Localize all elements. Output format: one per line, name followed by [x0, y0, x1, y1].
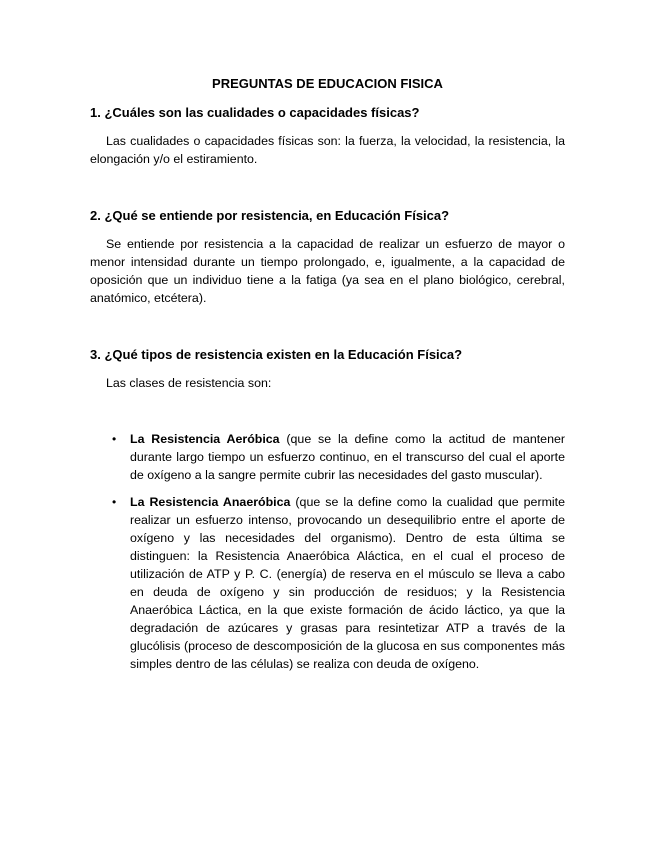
document-title: PREGUNTAS DE EDUCACION FISICA — [212, 76, 443, 91]
bullet-text: (que se la define como la cualidad que permite realizar un esfuerzo intenso, provocando un desequilibrio entre el aporte de oxígeno y las necesidades del organismo). Dentro de esta última se distinguen: la Resistencia Anaeróbica Aláctica, en el cual el proceso de utilización de ATP y P. C. (energía) de reserva en el músculo se lleva a cabo en deuda de oxígeno y sin producción de residuos; y la Resistencia Anaeróbica Láctica, en la que existe formación de ácido láctico, ya que la degradación de azúcares y grasas para resintetizar ATP a través de la glucólisis (proceso de descomposición de la glucosa en sus componentes más simples dentro de las células) se realiza con deuda de oxígeno. — [130, 495, 565, 671]
list-item — [112, 493, 565, 673]
resistance-types-list — [112, 430, 565, 682]
bullet-text: (que se la define como la actitud de mantener durante largo tiempo un esfuerzo continuo, en el transcurso del cual el aporte de oxígeno a la sangre permite cubrir las necesidades del gasto muscular). — [130, 432, 565, 482]
list-item — [112, 430, 565, 484]
answer-1: Las cualidades o capacidades físicas son: la fuerza, la velocidad, la resistencia, la elongación y/o el estiramiento. — [90, 134, 565, 166]
bullet-icon: • — [112, 432, 117, 446]
question-2: 2. ¿Qué se entiende por resistencia, en Educación Física? — [90, 208, 450, 223]
bullet-icon: • — [112, 495, 117, 509]
bullet-term: La Resistencia Anaeróbica — [130, 495, 291, 509]
bullet-term: La Resistencia Aeróbica — [130, 432, 280, 446]
question-1: 1. ¿Cuáles son las cualidades o capacidades físicas? — [90, 105, 420, 120]
answer-3-intro: Las clases de resistencia son: — [106, 376, 272, 390]
question-3: 3. ¿Qué tipos de resistencia existen en la Educación Física? — [90, 347, 463, 362]
answer-2: Se entiende por resistencia a la capacidad de realizar un esfuerzo de mayor o menor intensidad durante un tiempo prolongado, e, igualmente, a la capacidad de oposición que un individuo tiene a la fatiga (ya sea en el plano biológico, cerebral, anatómico, etcétera). — [90, 237, 565, 305]
